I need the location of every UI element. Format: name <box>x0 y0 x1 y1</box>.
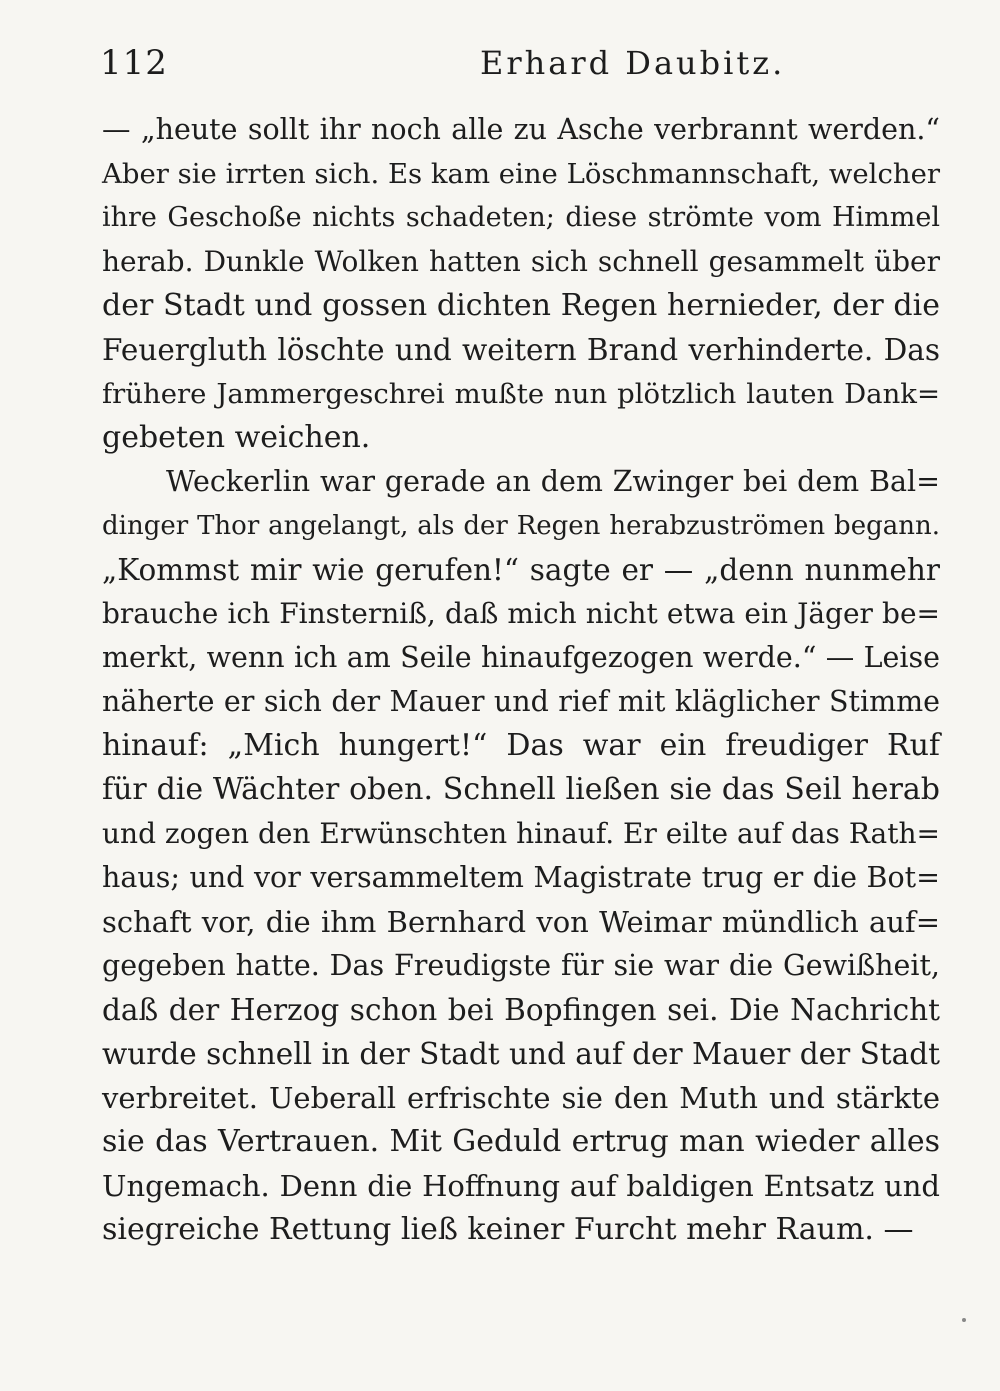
text-line: „Kommst mir wie gerufen!“ sagte er — „denn nunmehr <box>102 553 940 587</box>
text-line: verbreitet. Ueberall erfrischte sie den Muth und stärkte <box>102 1081 940 1115</box>
page-header <box>100 38 940 88</box>
paragraph-2 <box>102 460 940 1252</box>
text-line: haus; und vor versammeltem Magistrate trug er die Bot= <box>102 861 940 894</box>
text-line: der Stadt und gossen dichten Regen hernieder, der die <box>102 288 940 323</box>
text-line: Feuergluth löschte und weitern Brand verhinderte. Das <box>102 333 940 367</box>
text-line: — „heute sollt ihr noch alle zu Asche verbrannt werden.“ <box>102 113 940 146</box>
text-line: näherte er sich der Mauer und rief mit kläglicher Stimme <box>102 685 940 718</box>
text-line: brauche ich Finsterniß, daß mich nicht etwa ein Jäger be= <box>102 597 940 630</box>
text-line: wurde schnell in der Stadt und auf der Mauer der Stadt <box>102 1037 940 1071</box>
running-title: Erhard Daubitz. <box>480 44 786 82</box>
page-number: 112 <box>100 43 168 83</box>
text-line: hinauf: „Mich hungert!“ Das war ein freudiger Ruf <box>102 728 940 763</box>
text-line: merkt, wenn ich am Seile hinaufgezogen werde.“ — Leise <box>102 641 940 674</box>
body-text <box>102 108 940 1252</box>
text-line: gegeben hatte. Das Freudigste für sie war die Gewißheit, <box>102 949 940 982</box>
paper-speck <box>962 1318 966 1322</box>
text-line: Ungemach. Denn die Hoffnung auf baldigen Entsatz und <box>102 1169 940 1203</box>
text-line: schaft vor, die ihm Bernhard von Weimar mündlich auf= <box>102 905 940 939</box>
text-line: siegreiche Rettung ließ keiner Furcht mehr Raum. — <box>102 1212 914 1247</box>
text-line: daß der Herzog schon bei Bopfingen sei. Die Nachricht <box>102 993 940 1027</box>
text-line: dinger Thor angelangt, als der Regen herabzuströmen begann. <box>102 511 940 541</box>
text-line: Aber sie irrten sich. Es kam eine Löschmannschaft, welcher <box>102 158 940 190</box>
text-line: frühere Jammergeschrei mußte nun plötzlich lauten Dank= <box>102 378 940 410</box>
text-line: Weckerlin war gerade an dem Zwinger bei dem Bal= <box>166 465 940 498</box>
text-line: ihre Geschoße nichts schadeten; diese strömte vom Himmel <box>102 202 940 233</box>
text-line: herab. Dunkle Wolken hatten sich schnell gesammelt über <box>102 245 940 278</box>
text-line: für die Wächter oben. Schnell ließen sie das Seil herab <box>102 772 940 807</box>
paragraph-1 <box>102 108 940 460</box>
text-line: sie das Vertrauen. Mit Geduld ertrug man wieder alles <box>102 1124 940 1159</box>
text-line: gebeten weichen. <box>102 420 371 455</box>
text-line: und zogen den Erwünschten hinauf. Er eilte auf das Rath= <box>102 817 940 850</box>
